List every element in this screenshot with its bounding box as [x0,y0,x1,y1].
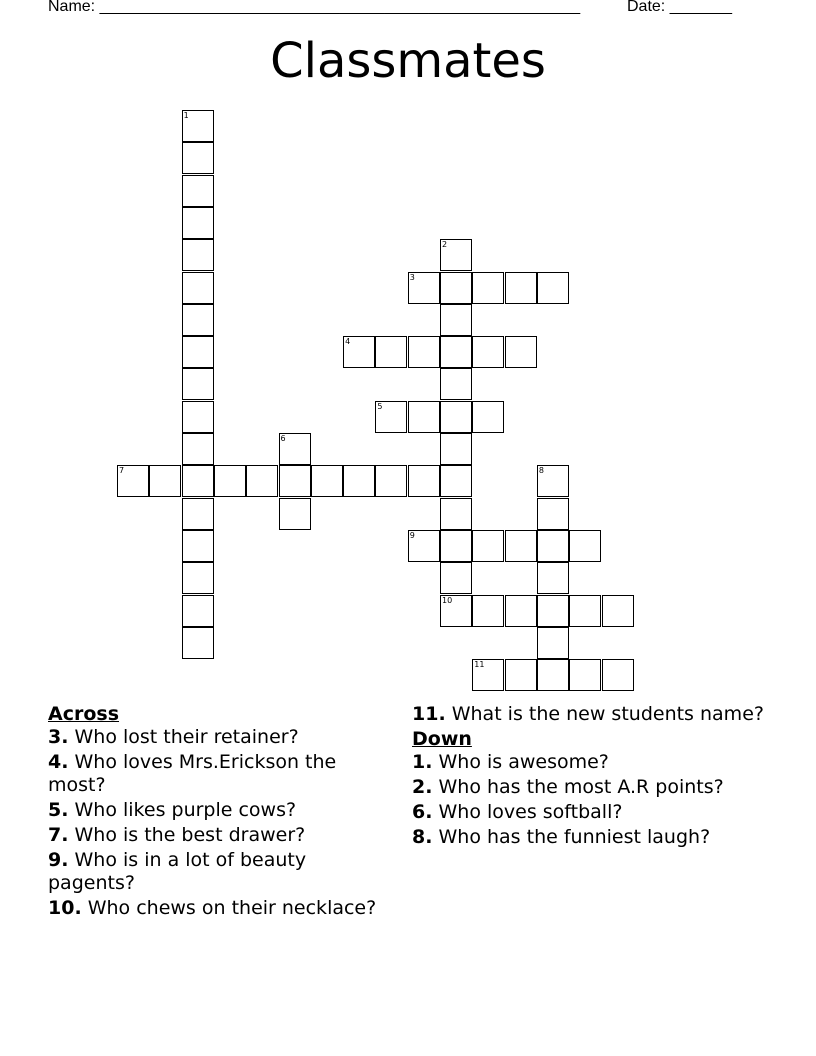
crossword-cell[interactable] [182,142,214,174]
crossword-cell[interactable] [182,272,214,304]
crossword-cell[interactable] [505,659,537,691]
crossword-cell[interactable] [472,401,504,433]
crossword-cell[interactable] [537,595,569,627]
crossword-cell[interactable] [182,530,214,562]
crossword-cell[interactable] [408,336,440,368]
crossword-cell[interactable] [472,272,504,304]
crossword-cell[interactable] [537,530,569,562]
crossword-cell[interactable] [537,562,569,594]
crossword-cell[interactable] [505,272,537,304]
crossword-cell[interactable] [602,659,634,691]
clue-across-4: 4. Who loves Mrs.Erickson the most? [48,751,337,796]
clue-across-11: 11. What is the new students name? [412,703,764,725]
crossword-cell[interactable] [343,336,375,368]
crossword-cell[interactable] [182,465,214,497]
crossword-cell[interactable] [311,465,343,497]
crossword-cell[interactable] [472,659,504,691]
crossword-cell[interactable] [440,498,472,530]
crossword-cell[interactable] [182,110,214,142]
clue-number: 6 [280,434,286,443]
crossword-cell[interactable] [537,627,569,659]
crossword-cell[interactable] [182,595,214,627]
crossword-cell[interactable] [408,530,440,562]
clue-number: 10 [442,595,453,605]
down-heading: Down [412,728,472,750]
clue-across-3: 3. Who lost their retainer? [48,726,299,748]
clue-number: 8 [538,466,544,476]
clue-number: 11 [474,660,485,670]
crossword-cell[interactable] [182,304,214,336]
crossword-cell[interactable] [214,465,246,497]
crossword-cell[interactable] [279,465,311,497]
crossword-cell[interactable] [246,465,278,497]
crossword-cell[interactable] [440,336,472,368]
clues-column-left [48,703,388,922]
crossword-cell[interactable] [408,401,440,433]
clue-number: 2 [442,240,448,250]
clue-number: 9 [409,530,415,540]
crossword-cell[interactable] [279,433,311,465]
crossword-cell[interactable] [182,175,214,207]
crossword-cell[interactable] [569,659,601,691]
crossword-cell[interactable] [375,336,407,368]
clue-down-6: 6. Who loves softball? [412,801,623,823]
crossword-cell[interactable] [440,465,472,497]
clue-number: 1 [183,111,189,120]
clue-down-8: 8. Who has the funniest laugh? [412,826,711,848]
crossword-cell[interactable] [182,627,214,659]
crossword-cell[interactable] [182,368,214,400]
crossword-cell[interactable] [602,595,634,627]
crossword-cell[interactable] [440,562,472,594]
crossword-cell[interactable] [537,498,569,530]
crossword-cell[interactable] [182,401,214,433]
clue-number: 3 [409,272,415,282]
page-title: Classmates [270,33,546,89]
crossword-cell[interactable] [440,530,472,562]
clue-across-10: 10. Who chews on their necklace? [48,897,377,919]
crossword-cell[interactable] [505,595,537,627]
clue-across-7: 7. Who is the best drawer? [48,824,306,846]
crossword-cell[interactable] [440,368,472,400]
crossword-cell[interactable] [182,207,214,239]
crossword-cell[interactable] [117,465,149,497]
crossword-cell[interactable] [440,272,472,304]
crossword-cell[interactable] [537,272,569,304]
crossword-cell[interactable] [279,498,311,530]
crossword-cell[interactable] [472,595,504,627]
crossword-cell[interactable] [569,530,601,562]
crossword-cell[interactable] [440,304,472,336]
crossword-cell[interactable] [440,433,472,465]
crossword-cell[interactable] [537,465,569,497]
clue-number: 5 [377,401,383,411]
crossword-cell[interactable] [505,336,537,368]
crossword-cell[interactable] [375,465,407,497]
clue-down-1: 1. Who is awesome? [412,751,609,773]
crossword-cell[interactable] [182,239,214,271]
crossword-cell[interactable] [440,401,472,433]
name-line[interactable]: Name: ______________________________________________________ [48,0,581,15]
crossword-cell[interactable] [182,336,214,368]
crossword-cell[interactable] [375,401,407,433]
crossword-cell[interactable] [149,465,181,497]
clue-number: 7 [119,466,125,476]
crossword-cell[interactable] [343,465,375,497]
clues-column-right [412,703,772,851]
clue-down-2: 2. Who has the most A.R points? [412,776,724,798]
crossword-cell[interactable] [182,433,214,465]
across-heading: Across [48,703,120,725]
crossword-cell[interactable] [537,659,569,691]
crossword-cell[interactable] [440,239,472,271]
crossword-cell[interactable] [408,272,440,304]
clue-number: 4 [345,337,351,347]
crossword-cell[interactable] [440,595,472,627]
crossword-cell[interactable] [569,595,601,627]
clue-across-9: 9. Who is in a lot of beauty pagents? [48,849,307,894]
clue-across-5: 5. Who likes purple cows? [48,799,297,821]
crossword-cell[interactable] [408,465,440,497]
crossword-cell[interactable] [182,562,214,594]
crossword-cell[interactable] [472,336,504,368]
crossword-cell[interactable] [182,498,214,530]
crossword-cell[interactable] [472,530,504,562]
date-line[interactable]: Date: _______ [627,0,732,15]
crossword-cell[interactable] [505,530,537,562]
